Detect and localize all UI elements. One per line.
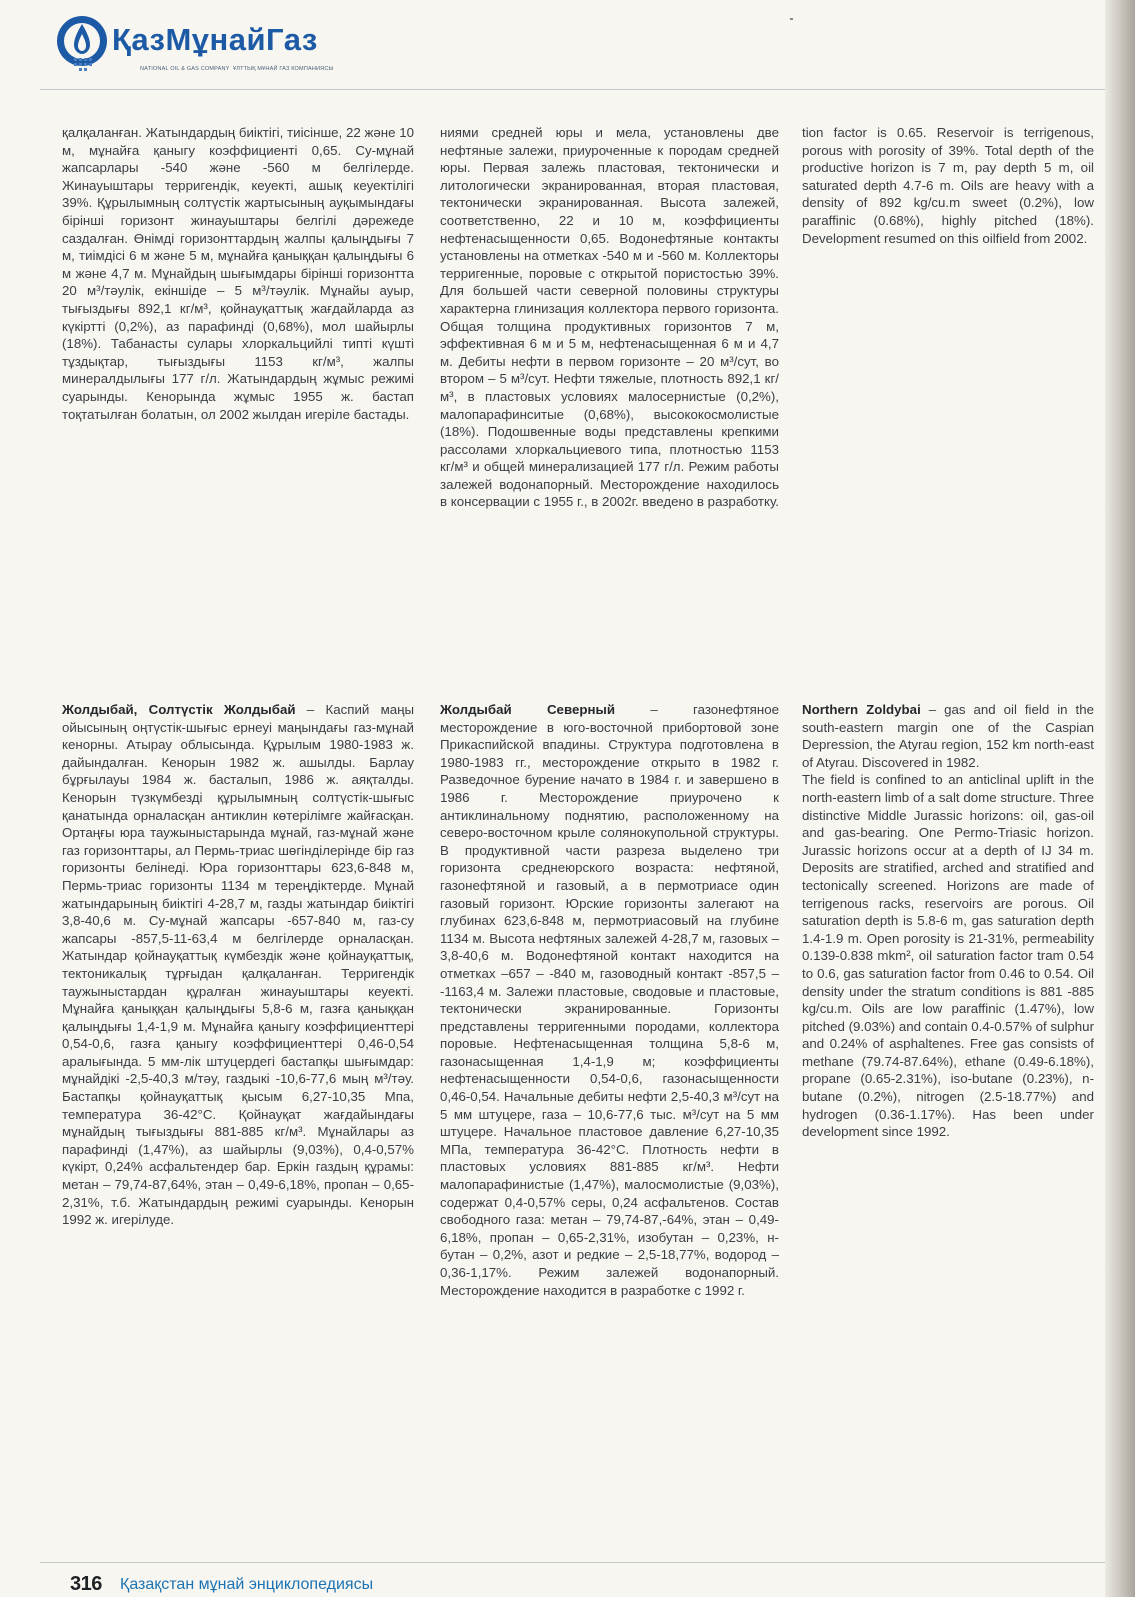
en-column-continued [802, 124, 1094, 247]
en-article-intro-text: – gas and oil field in the south-eastern margin one of the Caspian Depression, the Atyrau region, 152 km north-east of Atyrau. Discovered in 1982. [802, 702, 1094, 770]
ru-column-continued [440, 124, 779, 511]
page-number: 316 [70, 1573, 102, 1595]
ru-article-text [440, 701, 779, 1299]
page-binding-shadow [1105, 0, 1135, 1597]
en-article-title: Northern Zoldybai [802, 702, 921, 717]
kz-article-zholdybai [62, 701, 414, 1229]
company-logo [52, 14, 352, 78]
kz-paragraph: қалқаланған. Жатындардың биіктігі, тиісінше, 22 және 10 м, мұнайға қаныгу коэффициенті 0,65. Су-мұнай жапсарлары -540 және -560 м белгілерде. Жинауыштары терригендік, кеуекті, ашық кеуектілігі 39%. Құрылымның солтүстік жартысының ауқымындағы бірінші горизонт жинауыштары белгілі дәрежеде саздалған. Өнімді горизонттардың жалпы қалыңдығы 7 м, тиімдісі 6 м және 5 м, мұнайға қаныққан қалыңдығы 6 м және 4,7 м. Мұнайдың шығымдары бірінші горизонтта 20 м³/тәулік, екіншіде – 5 м³/тәулік. Мұнайы ауыр, тығыздығы 892,1 кг/м³, қойнауқаттық жағдайларда аз күкіртті (0,2%), аз парафинді (0,68%), мол шайырлы (18%). Табанасты сулары хлоркальцийлі типті күшті тұздықтар, тығыздығы 1153 кг/м³, жалпы минералдылығы 177 г/л. Жатындардың жұмыс режимі суарынды. Кенорында жұмыс 1955 ж. бастап тоқтатылған болатын, ол 2002 жылдан игеріле бастады. [62, 125, 414, 422]
en-article-intro [802, 701, 1094, 771]
book-title: Қазақстан мұнай энциклопедиясы [120, 1576, 374, 1593]
ru-article-body: – газонефтяное месторождение в юго-восточной прибортовой зоне Прикаспийской впадины. Структура подготовлена в 1980-1983 гг., месторождение открыто в 1982 г. Разведочное бурение начато в 1984 г. и завершено в 1986 г. Месторождение приурочено к антиклинальному поднятию, расположенному на северо-восточном крыле солянокупольной структуры. В продуктивной части разреза выделено три горизонта среднеюрского возраста: нефтяной, газонефтяной и газовый, а в пермотриасе один газовый горизонт. Юрские горизонты залегают на глубинах 623,6-848 м, пермотриасовый на глубине 1134 м. Высота нефтяных залежей 4-28,7 м, газовых – 3,8-40,6 м. Водонефтяной контакт находится на отметках –657 – -840 м, газоводный контакт -857,5 – -1163,4 м. Залежи пластовые, сводовые и пластовые, тектонически экранированные. Горизонты представлены терригенными породами, коллектора поровые. Нефтенасыщенная толщина 5,8-6 м, газонасыщенная 1,4-1,9 м; коэффициенты нефтенасыщенности 0,54-0,6, газонасыщенности 0,46-0,54. Начальные дебиты нефти 2,5-40,3 м³/сут на 5 мм штуцере, газа – 10,6-77,6 тыс. м³/сут на 5 мм штуцере. Начальное пластовое давление 6,27-10,35 МПа, температура 36-42°С. Плотность нефти в пластовых условиях 881-885 кг/м³. Нефти малопарафинистые (1,47%), малосмолистые (9,03%), содержат 0,4-0,57% серы, 0,24 асфальтенов. Состав свободного газа: метан – 79,74-87,-64%, этан – 0,49-6,18%, пропан – 0,65-2,31%, изобутан – 0,23%, н-бутан – 0,2%, азот и редкие – 2,5-18,77%, водород – 0,36-1,17%. Режим залежей водонапорный. Месторождение находится в разработке с 1992 г. [440, 702, 779, 1298]
logo-subtitle-kz: ҰЛТТЫҚ МҰНАЙ ГАЗ КОМПАНИЯСЫ [233, 66, 334, 72]
ru-article-zholdybai [440, 701, 779, 1299]
footer-divider [40, 1562, 1105, 1563]
kz-article-body: – Каспий маңы ойысының оңтүстік-шығыс ернеуі маңындағы газ-мұнай кенорны. Атырау облысында. Құрылым 1980-1983 ж. дайындалған. Кенорын 1982 ж. ашылды. Барлау бұрғылауы 1984 ж. басталып, 1986 ж. аяқталды. Кенорын түзкүмбезді құрылымның солтүстік-шығыс қанатында орналасқан антиклин көтерілімге жайғасқан. Ортаңғы юра таужыныстарында мұнай, газ-мұнай және газ горизонттары, ал Пермь-триас шөгінділерінде бір газ горизонты белінеді. Юра горизонттары 623,6-848 м, Пермь-триас горизонты 1134 м тереңдіктерде. Мұнай жатындарының биіктігі 4-28,7 м, газды жатындар биіктігі 3,8-40,6 м. Су-мұнай жапсары -657-840 м, газ-су жапсары -857,5-11-63,4 м белгілерде орналасқан. Жатындар қойнауқаттық күмбездік және қойнауқаттық, тектоникалық тұрғыдан қалқаланған. Терригендік таужыныстардан құралған жинауыштары кеуекті. Мұнайға қаныққан қалыңдығы 5,8-6 м, газға қаныққан қалыңдығы 1,4-1,9 м. Мұнайға қаныгу коэффициенттері 0,54-0,6, газға қаныгу коэффициенттері 0,46-0,54 аралығында. 5 мм-лік штуцердегі бастапқы шығымдар: мұнайдікі -2,5-40,3 м/тәу, газдыкі -10,6-77,6 мың м³/тәу. Бастапқы қойнауқаттық қысым 6,27-10,35 Мпа, температура 36-42°С. Қойнауқат жағдайындағы мұнайдың тығыздығы 881-885 кг/м³. Мұнайлары аз парафинді (1,47%), аз шайырлы (9,03%), 0,4-0,57% күкірт, 0,24% асфальтендер бар. Еркін газдың құрамы: метан – 79,74-87,64%, этан – 0,49-6,18%, пропан – 0,65-2,31%, т.б. Жатындардың режимі суарынды. Кенорын 1992 ж. игерілуде. [62, 702, 415, 1228]
logo-subtitle-en: NATIONAL OIL & GAS COMPANY [140, 66, 230, 72]
logo-wordmark: ҚазМұнайГаз [112, 22, 318, 57]
logo-emblem-icon [52, 14, 110, 74]
kz-article-title: Жолдыбай, Солтүстік Жолдыбай [62, 702, 296, 717]
scan-mark [790, 18, 793, 20]
ru-article-title: Жолдыбай Северный [440, 702, 616, 717]
en-article-zholdybai [802, 701, 1094, 1141]
kz-column-continued [62, 124, 414, 423]
kz-article-text [62, 701, 414, 1229]
ru-paragraph: ниями средней юры и мела, установлены две нефтяные залежи, приуроченные к породам средней юры. Первая залежь пластовая, тектонически и литологически экранированная, вторая пластовая, тектонически экранированная. Высота залежей, соответственно, 22 и 10 м, коэффициенты нефтенасыщенности 0,65. Водонефтяные контакты установлены на отметках -540 м и -560 м. Коллекторы терригенные, поровые с открытой пористостью 39%. Для большей части северной половины структуры характерна глинизация коллектора первого горизонта. Общая толщина продуктивных горизонтов 7 м, эффективная 6 м и 5 м, нефтенасыщенная 6 м и 4,7 м. Дебиты нефти в первом горизонте – 20 м³/сут, во втором – 5 м³/сут. Нефти тяжелые, плотность 892,1 кг/м³, в пластовых условиях малосернистые (0,2%), малопарафинситые (0,68%), высококосмолистые (18%). Подошвенные воды представлены крепкими рассолами хлоркальциевого типа, плотностью 1153 кг/м³ и общей минерализацией 177 г/л. Режим работы залежей водонапорный. Месторождение находилось в консервации с 1955 г., в 2002г. введено в разработку. [440, 125, 779, 510]
en-article-body: The field is confined to an anticlinal uplift in the north-eastern limb of a salt dome structure. Three distinctive Middle Jurassic horizons: oil, gas-oil and gas-bearing. One Permo-Triasic horizon. Jurassic horizons occur at a depth of IJ 34 m. Deposits are stratified, arched and stratified and tectonically screened. Horizons are made of terrigenous racks, reservoirs are porous. Oil saturation depth is 5.8-6 m, gas saturation depth 1.4-1.9 m. Open porosity is 21-31%, permeability 0.139-0.838 mkm², oil saturation factor tram 0.54 to 0.6, gas saturation factor from 0.46 to 0.54. Oil density under the stratum conditions is 881 -885 kg/cu.m. Oils are low paraffinic (1.47%), low pitched (9.03%) and contain 0.4-0.57% of sulphur and 0.24% of asphaltenes. Free gas consists of methane (79.74-87.64%), ethane (0.49-6.18%), propane (0.65-2.31%), iso-butane (0.23%), n-butane (0.2%), nitrogen (2.5-18.77%) and hydrogen (0.36-1.17%). Has been under development since 1992. [802, 772, 1094, 1140]
en-paragraph: tion factor is 0.65. Reservoir is terrigenous, porous with porosity of 39%. Total depth of the productive horizon is 7 m, pay depth 5 m, oil saturated depth 4.7-6 m. Oils are heavy with a density of 892 kg/cu.m sweet (0.2%), low paraffinic (0.68%), highly pitched (18%). Development resumed on this oilfield from 2002. [802, 125, 1094, 246]
header-divider [40, 89, 1105, 90]
